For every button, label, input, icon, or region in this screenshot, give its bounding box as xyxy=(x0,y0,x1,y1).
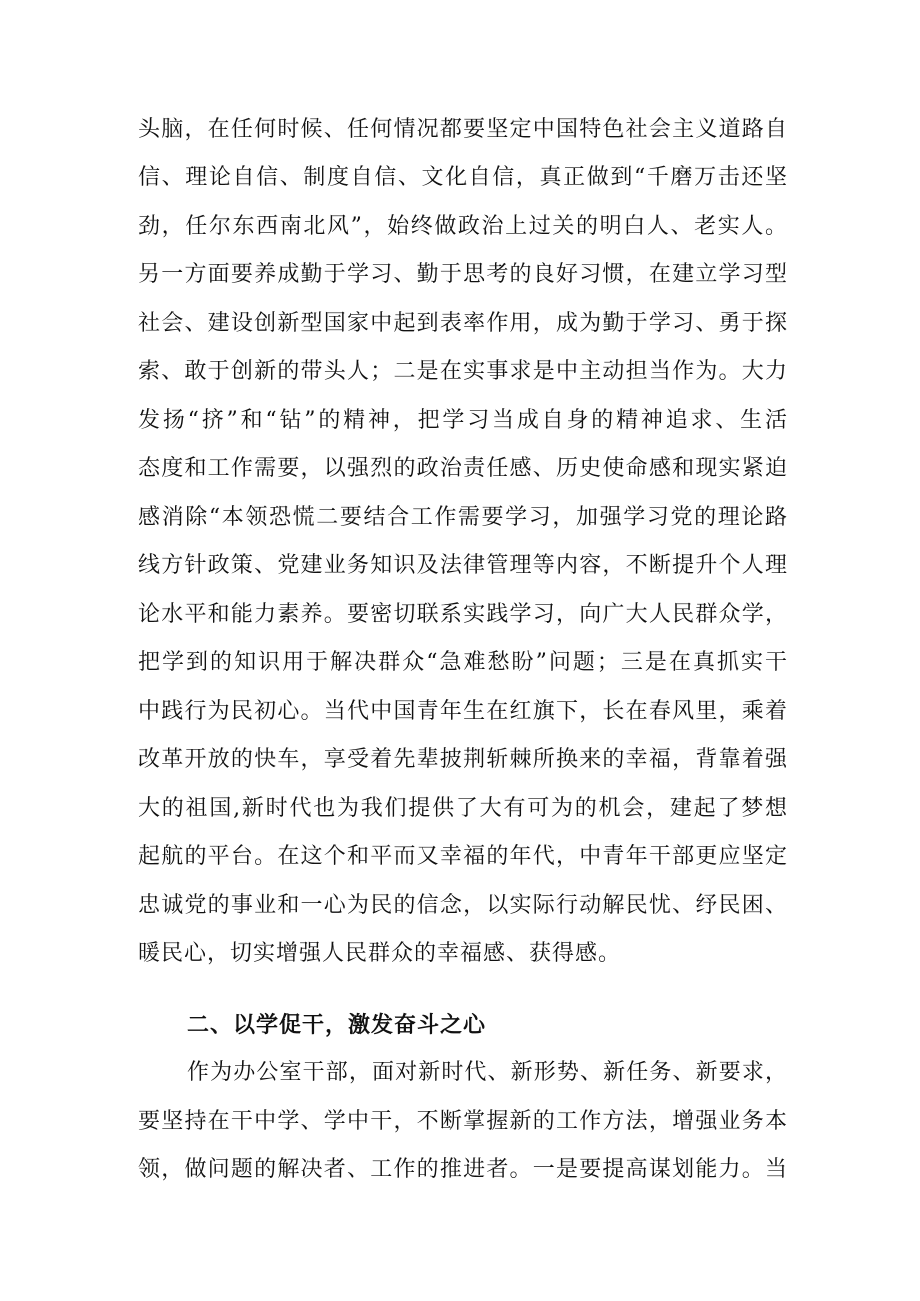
paragraph-line: 把学到的知识用于解决群众“急难愁盼”问题；三是在真抓实干 xyxy=(138,650,788,675)
paragraph-line: 发扬“挤”和“钻”的精神，把学习当成自身的精神追求、生活 xyxy=(138,408,788,433)
paragraph-line: 信、理论自信、制度自信、文化自信，真正做到“千磨万击还坚 xyxy=(138,165,788,190)
paragraph-line: 头脑，在任何时候、任何情况都要坚定中国特色社会主义道路自 xyxy=(138,117,788,142)
paragraph-line: 领，做问题的解决者、工作的推进者。一是要提高谋划能力。当 xyxy=(138,1157,788,1182)
paragraph-line: 大的祖国,新时代也为我们提供了大有可为的机会，建起了梦想 xyxy=(138,796,788,821)
paragraph-line: 社会、建设创新型国家中起到表率作用，成为勤于学习、勇于探 xyxy=(138,311,788,336)
paragraph-line: 另一方面要养成勤于学习、勤于思考的良好习惯，在建立学习型 xyxy=(138,262,788,287)
paragraph-line: 作为办公室干部，面对新时代、新形势、新任务、新要求， xyxy=(187,1060,788,1085)
paragraph-line: 劲，任尔东西南北风”，始终做政治上过关的明白人、老实人。 xyxy=(138,214,788,239)
paragraph-line: 暖民心，切实增强人民群众的幸福感、获得感。 xyxy=(138,941,622,966)
paragraph-line: 改革开放的快车，享受着先辈披荆斩棘所换来的幸福，背靠着强 xyxy=(138,747,788,772)
paragraph-line: 中践行为民初心。当代中国青年生在红旗下，长在春风里，乘着 xyxy=(138,699,788,724)
paragraph-line: 论水平和能力素养。要密切联系实践学习，向广大人民群众学， xyxy=(138,602,788,627)
paragraph-line: 感消除“本领恐慌二要结合工作需要学习，加强学习党的理论路 xyxy=(138,505,788,530)
paragraph-line: 索、敢于创新的带头人；二是在实事求是中主动担当作为。大力 xyxy=(138,359,788,384)
paragraph-line: 线方针政策、党建业务知识及法律管理等内容，不断提升个人理 xyxy=(138,553,788,578)
paragraph-line: 起航的平台。在这个和平而又幸福的年代，中青年干部更应坚定 xyxy=(138,844,788,869)
section-heading: 二、以学促干，激发奋斗之心 xyxy=(187,1012,487,1038)
paragraph-line: 要坚持在干中学、学中干，不断掌握新的工作方法，增强业务本 xyxy=(138,1109,788,1134)
paragraph-line: 忠诚党的事业和一心为民的信念，以实际行动解民忧、纾民困、 xyxy=(138,893,788,918)
paragraph-line: 态度和工作需要，以强烈的政治责任感、历史使命感和现实紧迫 xyxy=(138,456,788,481)
